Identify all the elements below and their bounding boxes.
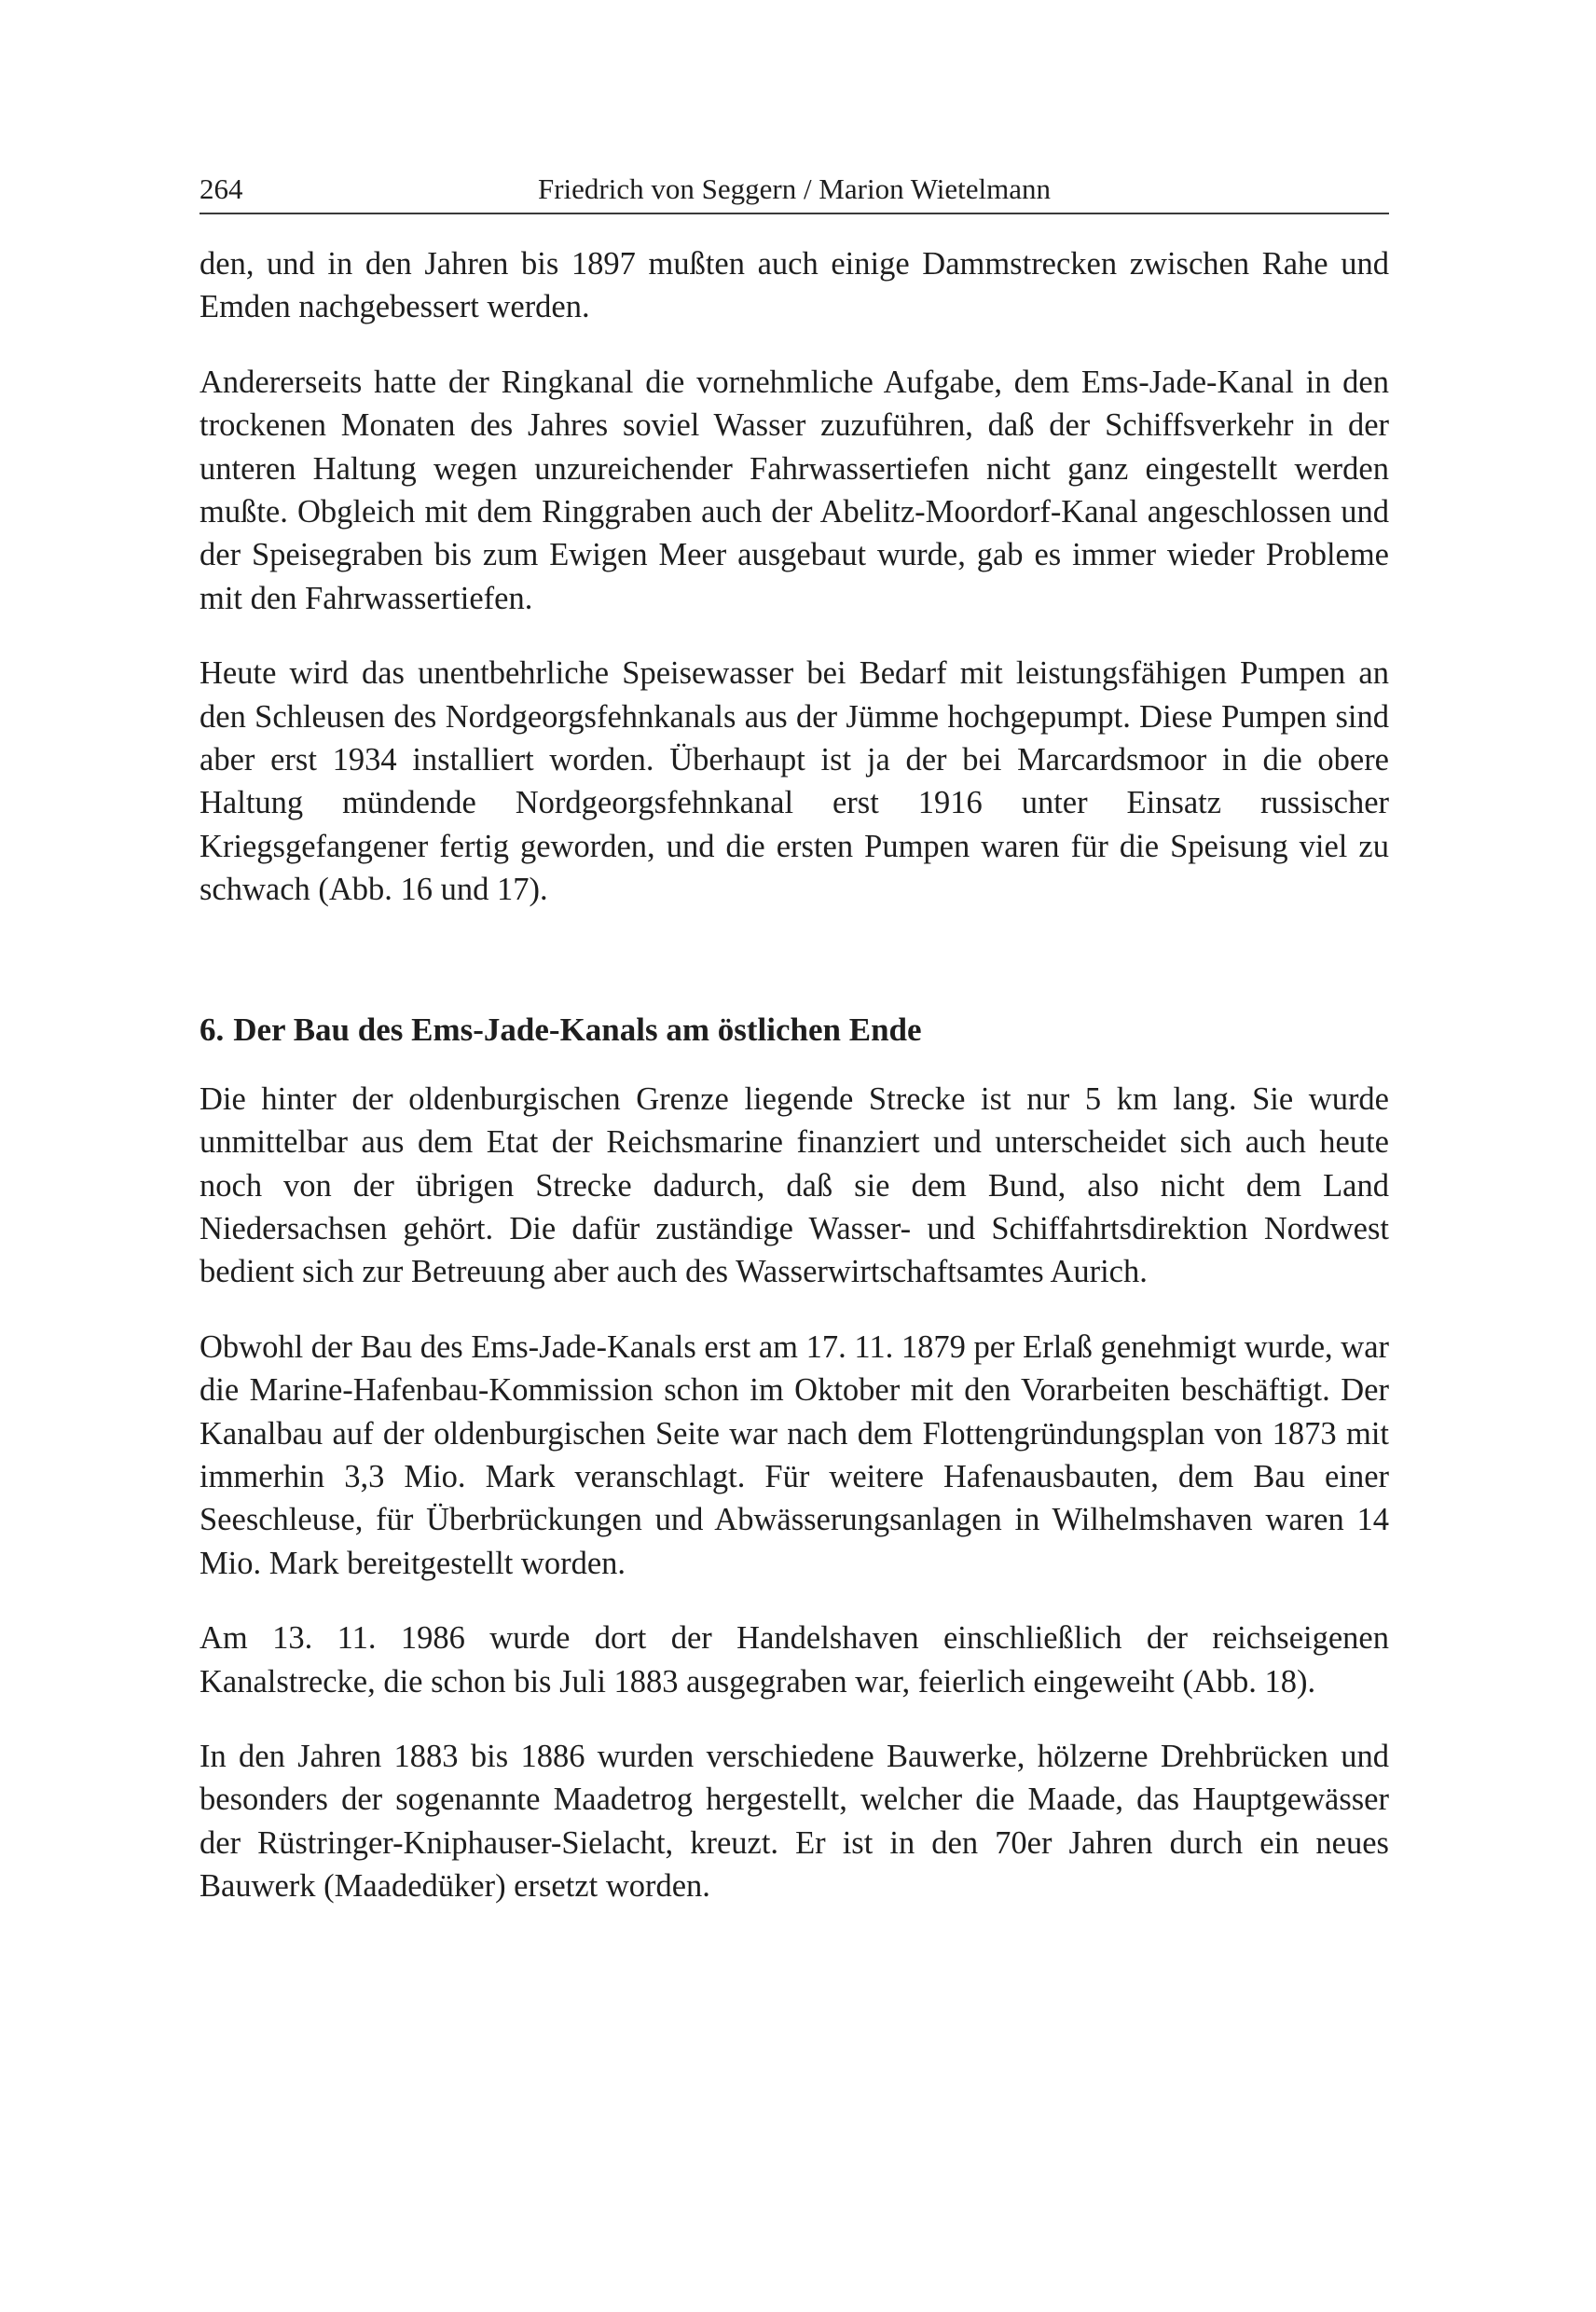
paragraph: Am 13. 11. 1986 wurde dort der Handelshaven einschließlich der reichseigenen Kanalstrecke, die schon bis Juli 1883 ausgegraben war, feierlich eingeweiht (Abb. 18). xyxy=(200,1620,1389,1700)
paragraph: Obwohl der Bau des Ems-Jade-Kanals erst am 17. 11. 1879 per Erlaß genehmigt wurde, war die Marine-Hafenbau-Kommission schon im Oktober mit den Vorarbeiten beschäftigt. Der Kanalbau auf der oldenburgischen Seite war nach dem Flottengründungsplan von 1873 mit immerhin 3,3 Mio. Mark veranschlagt. Für weitere Hafenausbauten, dem Bau einer Seeschleuse, für Überbrückungen und Abwässerungsanlagen in Wilhelmshaven waren 14 Mio. Mark bereitgestellt worden. xyxy=(200,1328,1389,1581)
paragraph: den, und in den Jahren bis 1897 mußten auch einige Dammstrecken zwischen Rahe und Emden nachgebessert werden. xyxy=(200,246,1389,325)
paragraph: Andererseits hatte der Ringkanal die vornehmliche Aufgabe, dem Ems-Jade-Kanal in den trockenen Monaten des Jahres soviel Wasser zuzuführen, daß der Schiffsverkehr in der unteren Haltung wegen unzureichender Fahrwassertiefen nicht ganz eingestellt werden mußte. Obgleich mit dem Ringgraben auch der Abelitz-Moordorf-Kanal angeschlossen und der Speisegraben bis zum Ewigen Meer ausgebaut wurde, gab es immer wieder Probleme mit den Fahrwassertiefen. xyxy=(200,364,1389,616)
paragraph: In den Jahren 1883 bis 1886 wurden verschiedene Bauwerke, hölzerne Drehbrücken und besonders der sogenannte Maadetrog hergestellt, welcher die Maade, das Hauptgewässer der Rüstringer-Kniphauser-Sielacht, kreuzt. Er ist in den 70er Jahren durch ein neues Bauwerk (Maadedüker) ersetzt worden. xyxy=(200,1738,1389,1905)
page-body xyxy=(200,242,1389,1908)
book-page xyxy=(200,166,1389,1940)
section-heading xyxy=(200,1009,1389,1052)
section-title: Der Bau des Ems-Jade-Kanals am östlichen Ende xyxy=(233,1011,922,1048)
paragraph: Heute wird das unentbehrliche Speisewasser bei Bedarf mit leistungsfähigen Pumpen an den Schleusen des Nordgeorgsfehnkanals aus der Jümme hochgepumpt. Diese Pumpen sind aber erst 1934 installiert worden. Überhaupt ist ja der bei Marcardsmoor in die obere Haltung mündende Nordgeorgsfehnkanal erst 1916 unter Einsatz russischer Kriegsgefangener fertig geworden, und die ersten Pumpen waren für die Speisung viel zu schwach (Abb. 16 und 17). xyxy=(200,655,1389,908)
paragraph: Die hinter der oldenburgischen Grenze liegende Strecke ist nur 5 km lang. Sie wurde unmittelbar aus dem Etat der Reichsmarine finanziert und unterscheidet sich auch heute noch von der übrigen Strecke dadurch, daß sie dem Bund, also nicht dem Land Niedersachsen gehört. Die dafür zuständige Wasser- und Schiffahrtsdirektion Nordwest bedient sich zur Betreuung aber auch des Wasserwirtschaftsamtes Aurich. xyxy=(200,1080,1389,1290)
page-number: 264 xyxy=(200,172,243,205)
running-head xyxy=(200,166,1389,214)
section-number: 6. xyxy=(200,1011,225,1048)
running-title: Friedrich von Seggern / Marion Wietelmann xyxy=(537,172,1052,205)
